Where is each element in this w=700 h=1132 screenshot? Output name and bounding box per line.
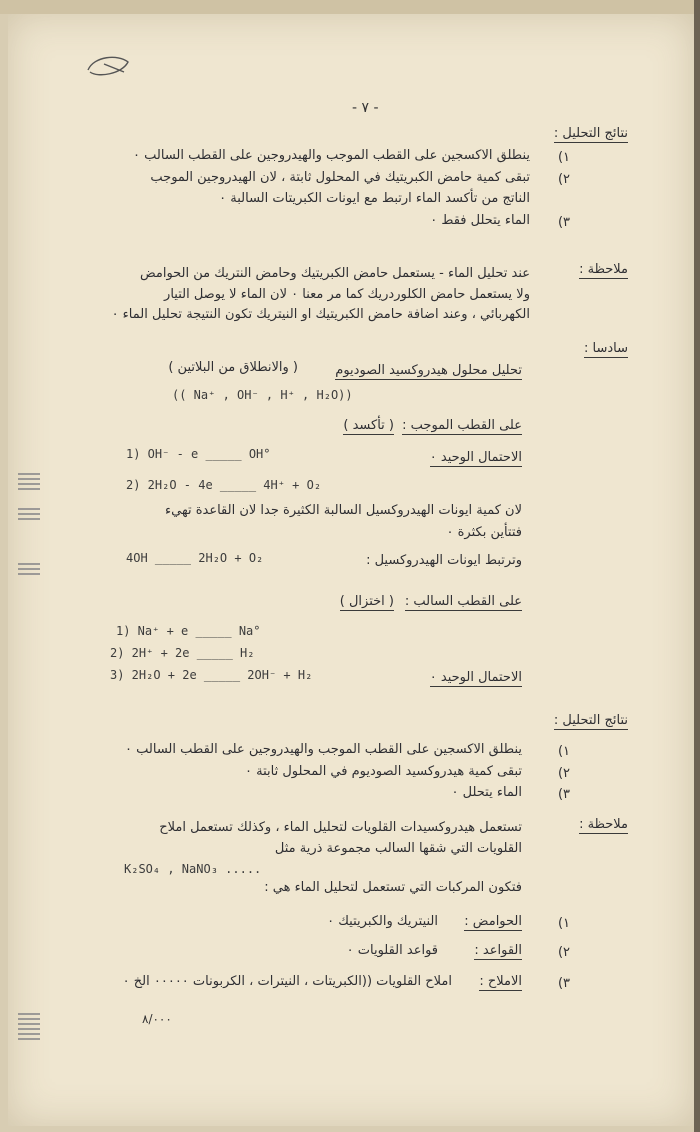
binding-marks bbox=[18, 1010, 40, 1043]
positive-pole-note: ( تأكسد ) bbox=[343, 418, 394, 433]
reaction-label: وترتبط ايونات الهيدروكسيل : bbox=[366, 553, 522, 568]
salt-formulas: K₂SO₄ , NaNO₃ ..... bbox=[124, 862, 262, 876]
compound-text: املاح القلويات ((الكبريتات ، النيترات ، الكربونات ٠٠٠٠٠ الخ ٠ bbox=[122, 974, 452, 989]
result-number: ١) bbox=[557, 744, 570, 759]
results-heading: نتائج التحليل : bbox=[553, 713, 628, 728]
ions-line: (( Na⁺ , OH⁻ , H⁺ , H₂O)) bbox=[172, 388, 353, 402]
note-line: القلويات التي شقها السالب مجموعة ذرية مثل bbox=[274, 841, 522, 856]
compound-number: ٢) bbox=[557, 945, 570, 960]
binding-marks bbox=[18, 470, 40, 493]
result-item: الماء يتحلل ٠ bbox=[451, 785, 522, 800]
result-item: ينطلق الاكسجين على القطب الموجب والهيدروجين على القطب السالب ٠ bbox=[133, 148, 530, 163]
section-title-note: ( والانطلاق من البلاتين ) bbox=[168, 360, 298, 375]
compound-number: ٣) bbox=[557, 976, 570, 991]
result-number: ٣) bbox=[557, 787, 570, 802]
scan-right-edge bbox=[694, 0, 700, 1132]
result-item: الماء يتحلل فقط ٠ bbox=[430, 213, 530, 228]
equation: 2) 2H₂O - 4e _____ 4H⁺ + O₂ bbox=[126, 478, 322, 492]
result-number: ٣) bbox=[557, 215, 570, 230]
reason-line: لان كمية ايونات الهيدروكسيل السالبة الكثيرة جدا لان القاعدة تهيء bbox=[165, 503, 522, 518]
positive-pole-heading: على القطب الموجب : bbox=[402, 418, 522, 433]
result-number: ٢) bbox=[557, 766, 570, 781]
scan-top-edge bbox=[0, 0, 700, 14]
note-heading: ملاحظة : bbox=[579, 817, 628, 832]
reaction-equation: 4OH _____ 2H₂O + O₂ bbox=[126, 551, 264, 565]
compound-text: النيتريك والكبريتيك ٠ bbox=[327, 914, 438, 929]
section-heading: سادسا : bbox=[583, 341, 628, 356]
note-line: تستعمل هيدروكسيدات القلويات لتحليل الماء ، وكذلك تستعمل املاح bbox=[159, 820, 522, 835]
result-item: الناتج من تأكسد الماء ارتبط مع ايونات الكبريتات السالبة ٠ bbox=[219, 191, 530, 206]
handwritten-mark bbox=[84, 52, 134, 82]
footer-note: ٨/٠٠٠ bbox=[142, 1012, 172, 1026]
equation: 3) 2H₂O + 2e _____ 2OH⁻ + H₂ bbox=[110, 668, 313, 682]
compound-label: الاملاح : bbox=[479, 974, 522, 989]
equation: 1) OH⁻ - e _____ OH° bbox=[126, 447, 271, 461]
note-line: عند تحليل الماء - يستعمل حامض الكبريتيك وحامض النتريك من الحوامض bbox=[139, 266, 530, 281]
compound-text: قواعد القلويات ٠ bbox=[346, 943, 438, 958]
compound-label: الحوامض : bbox=[464, 914, 522, 929]
section-title: تحليل محلول هيدروكسيد الصوديوم bbox=[335, 363, 522, 378]
negative-pole-note: ( اختزال ) bbox=[339, 594, 394, 609]
possibility-label: الاحتمال الوحيد ٠ bbox=[429, 450, 522, 465]
reason-line: فتتأين بكثرة ٠ bbox=[446, 525, 522, 540]
page-number: - ٧ - bbox=[352, 100, 379, 116]
binding-marks bbox=[18, 505, 40, 523]
result-item: ينطلق الاكسجين على القطب الموجب والهيدروجين على القطب السالب ٠ bbox=[125, 742, 522, 757]
note-line: الكهربائي ، وعند اضافة حامض الكبريتيك او النيتريك تكون النتيجة تحليل الماء ٠ bbox=[111, 307, 530, 322]
negative-pole-heading: على القطب السالب : bbox=[404, 594, 522, 609]
compound-number: ١) bbox=[557, 916, 570, 931]
note-heading: ملاحظة : bbox=[579, 262, 628, 277]
equation: 1) Na⁺ + e _____ Na° bbox=[116, 624, 261, 638]
binding-marks bbox=[18, 560, 40, 578]
result-number: ٢) bbox=[557, 172, 570, 187]
result-item: تبقى كمية هيدروكسيد الصوديوم في المحلول ثابتة ٠ bbox=[245, 764, 522, 779]
result-number: ١) bbox=[557, 150, 570, 165]
results-heading: نتائج التحليل : bbox=[553, 126, 628, 141]
compounds-intro: فتكون المركبات التي تستعمل لتحليل الماء هي : bbox=[264, 880, 522, 895]
result-item: تبقى كمية حامض الكبريتيك في المحلول ثابتة ، لان الهيدروجين الموجب bbox=[150, 170, 530, 185]
note-line: ولا يستعمل حامض الكلوردريك كما مر معنا ٠ لان الماء لا يوصل التيار bbox=[164, 287, 530, 302]
possibility-label: الاحتمال الوحيد ٠ bbox=[429, 670, 522, 685]
equation: 2) 2H⁺ + 2e _____ H₂ bbox=[110, 646, 255, 660]
compound-label: القواعد : bbox=[474, 943, 522, 958]
